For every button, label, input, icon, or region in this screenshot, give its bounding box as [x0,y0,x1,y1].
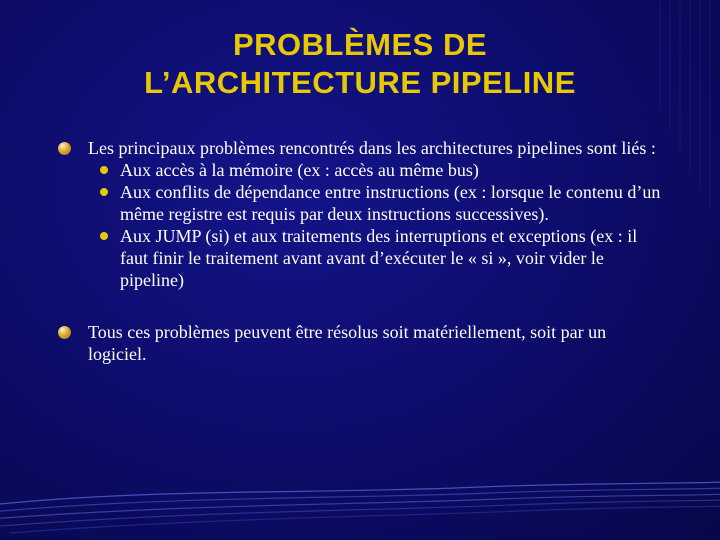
slide-title [0,26,720,102]
title-line-2: L’ARCHITECTURE PIPELINE [144,65,576,100]
bullet-point-problems [58,137,668,291]
gold-sphere-bullet-icon [58,142,71,155]
title-line-1: PROBLÈMES DE [232,27,488,62]
sub-bullet-text: Aux accès à la mémoire (ex : accès au même bus) [120,160,479,180]
sub-bullet-item [88,225,668,291]
yellow-dot-bullet-icon [100,188,108,196]
slide-body [58,137,668,365]
sub-bullet-text: Aux conflits de dépendance entre instructions (ex : lorsque le contenu d’un même registre est requis par deux instructions successives). [120,182,661,224]
bullet-text: Les principaux problèmes rencontrés dans les architectures pipelines sont liés : [88,138,656,158]
yellow-dot-bullet-icon [100,232,108,240]
sub-bullet-item [88,181,668,225]
bullet-point-solutions [58,321,668,365]
yellow-dot-bullet-icon [100,166,108,174]
gold-sphere-bullet-icon [58,326,71,339]
sub-bullet-item [88,159,668,181]
sub-bullet-list [88,159,668,291]
sub-bullet-text: Aux JUMP (si) et aux traitements des interruptions et exceptions (ex : il faut finir le traitement avant avant d’exécuter le « si », voir vider le pipeline) [120,226,638,290]
bullet-text: Tous ces problèmes peuvent être résolus soit matériellement, soit par un logiciel. [88,322,607,364]
